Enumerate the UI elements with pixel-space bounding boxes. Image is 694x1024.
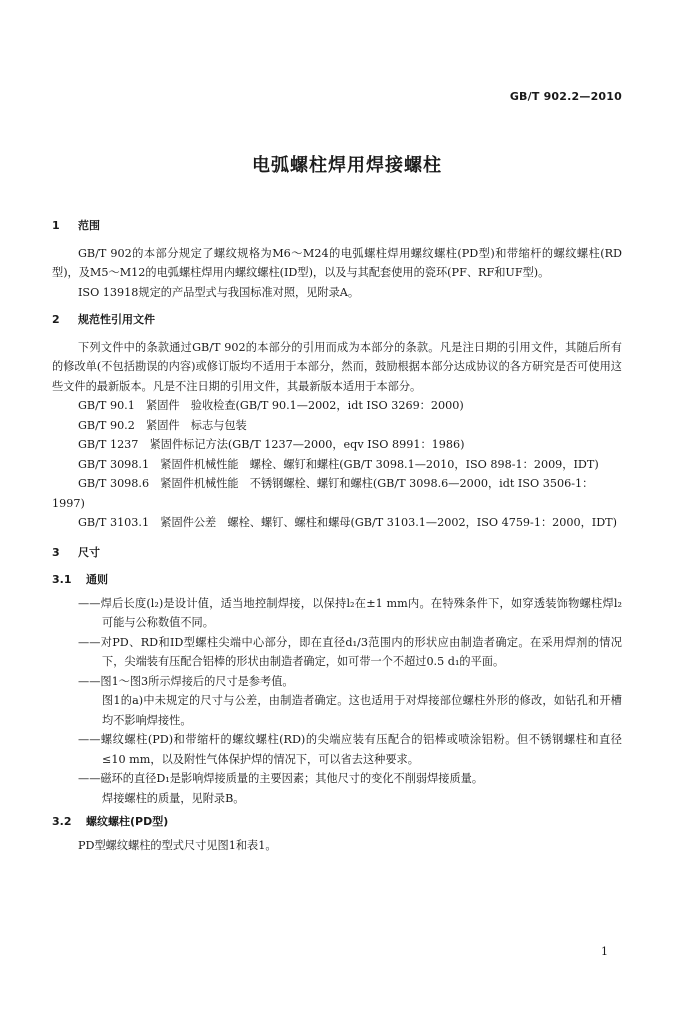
- paragraph: 下列文件中的条款通过GB/T 902的本部分的引用而成为本部分的条款。凡是注日期的引用文件，其随后所有的修改单(不包括勘误的内容)或修订版均不适用于本部分，然而，鼓励根据本部分达成协议的各方研究是否可使用这些文件的最新版本。凡是不注日期的引用文件，其最新版本适用于本部分。: [52, 340, 622, 393]
- list-item-continuation: 焊接螺柱的质量，见附录B。: [102, 791, 245, 805]
- subsection-heading: 3.1 通则: [52, 573, 108, 586]
- section-heading: 3 尺寸: [52, 545, 100, 559]
- document-title: 电弧螺柱焊用焊接螺柱: [252, 155, 442, 176]
- reference-item: GB/T 3098.6 紧固件机械性能 不锈钢螺栓、螺钉和螺柱(GB/T 3098.6—2000，idt ISO 3506-1：1997): [52, 477, 594, 510]
- reference-item: GB/T 3098.1 紧固件机械性能 螺栓、螺钉和螺柱(GB/T 3098.1—2010，ISO 898-1：2009，IDT): [78, 457, 599, 471]
- list-item: ——图1～图3所示焊接后的尺寸是参考值。: [78, 674, 294, 688]
- list-item: ——焊后长度(l₂)是设计值，适当地控制焊接，以保持l₂在±1 mm内。在特殊条件下，如穿透装饰物螺柱焊l₂可能与公称数值不同。: [78, 596, 622, 629]
- list-item-continuation: 图1的a)中未规定的尺寸与公差，由制造者确定。这也适用于对焊接部位螺柱外形的修改，如钻孔和开槽均不影响焊接性。: [102, 694, 622, 727]
- reference-item: GB/T 1237 紧固件标记方法(GB/T 1237—2000，eqv ISO 8991：1986): [78, 438, 465, 451]
- paragraph: GB/T 902的本部分规定了螺纹规格为M6～M24的电弧螺柱焊用螺纹螺柱(PD型)和带缩杆的螺纹螺柱(RD型)，及M5～M12的电弧螺柱焊用内螺纹螺柱(ID型)，以及与其配套使用的瓷环(PF、RF和UF型)。: [52, 246, 622, 279]
- reference-item: GB/T 3103.1 紧固件公差 螺栓、螺钉、螺柱和螺母(GB/T 3103.1—2002，ISO 4759-1：2000，IDT): [78, 516, 618, 529]
- section-heading: 1 范围: [52, 219, 100, 232]
- list-item: ——对PD、RD和ID型螺柱尖端中心部分，即在直径d₁/3范围内的形状应由制造者确定。在采用焊剂的情况下，尖端装有压配合铝棒的形状由制造者确定，如可带一个不超过0.5 d₁的平面。: [78, 635, 622, 668]
- reference-item: GB/T 90.2 紧固件 标志与包装: [78, 418, 247, 432]
- list-item: ——磁环的直径D₁是影响焊接质量的主要因素；其他尺寸的变化不削弱焊接质量。: [78, 772, 484, 785]
- subsection-heading: 3.2 螺纹螺柱(PD型): [52, 815, 169, 828]
- reference-item: GB/T 90.1 紧固件 验收检查(GB/T 90.1—2002，idt ISO 3269：2000): [78, 399, 464, 412]
- list-item: ——螺纹螺柱(PD)和带缩杆的螺纹螺柱(RD)的尖端应装有压配合的铝棒或喷涂铝粉。但不锈钢螺柱和直径≤10 mm，以及附性气体保护焊的情况下，可以省去这种要求。: [78, 733, 622, 766]
- paragraph: PD型螺纹螺柱的型式尺寸见图1和表1。: [78, 838, 277, 852]
- paragraph: ISO 13918规定的产品型式与我国标准对照，见附录A。: [78, 285, 360, 299]
- standard-code: GB/T 902.2—2010: [509, 90, 622, 103]
- document-body: [52, 210, 622, 855]
- page-number: 1: [601, 945, 608, 958]
- section-heading: 2 规范性引用文件: [52, 313, 155, 326]
